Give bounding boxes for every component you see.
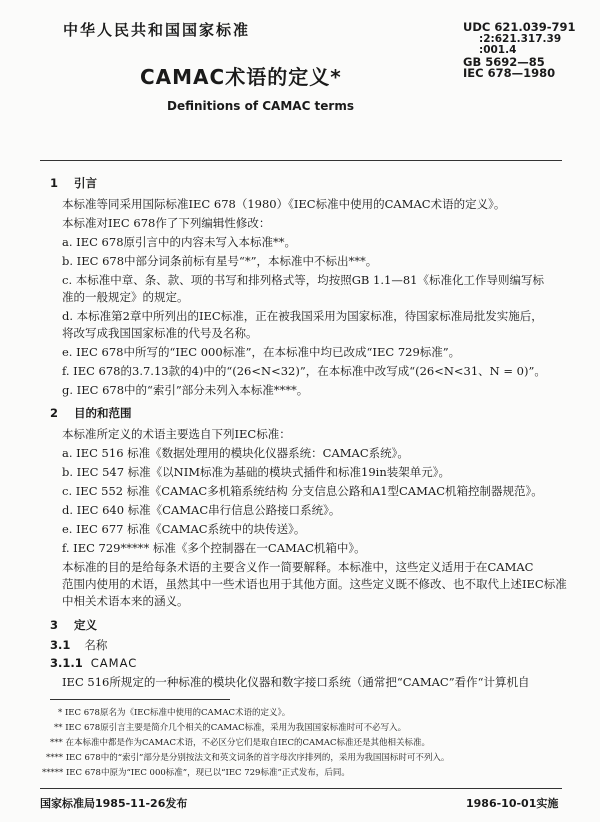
s2-item-d: d. IEC 640 标准《CAMAC串行信息公路接口系统》。 [62, 503, 341, 517]
footnote-3-mark: *** [50, 738, 63, 748]
s2-paragraph-1: 本标准所定义的术语主要选自下列IEC标准： [62, 427, 291, 441]
footnote-2 [54, 721, 406, 733]
s2-item-f: f. IEC 729***** 标准《多个控制器在一CAMAC机箱中》。 [62, 541, 366, 555]
s2-paragraph-3: 范围内使用的术语，虽然其中一些术语也用于其他方面。这些定义既不修改、也不取代上述IEC标准 [62, 577, 567, 591]
s2-paragraph-2: 本标准的目的是给每条术语的主要含义作一简要解释。本标准中，这些定义适用于在CAMAC [62, 560, 534, 574]
udc-code-line2: :2:621.317.39 [479, 32, 562, 45]
footnote-3-text: 在本标准中都是作为CAMAC术语，不必区分它们是取自IEC的CAMAC标准还是其他相关标准。 [65, 738, 430, 748]
section-3-heading [50, 617, 97, 633]
document-title: CAMAC术语的定义* [140, 65, 342, 89]
udc-code-line1: UDC 621.039-791 [463, 20, 576, 34]
section-2-number: 2 [50, 406, 59, 420]
s2-item-a: a. IEC 516 标准《数据处理用的模块化仪器系统：CAMAC系统》。 [62, 446, 409, 460]
s2-item-c: c. IEC 552 标准《CAMAC多机箱系统结构 分支信息公路和A1型CAMAC机箱控制器规范》。 [62, 484, 543, 498]
footnote-1-text: IEC 678原名为《IEC标准中使用的CAMAC术语的定义》。 [64, 708, 291, 718]
s1-item-c-line2: 准的一般规定》的规定。 [62, 290, 189, 304]
section-1-title: 引言 [74, 176, 97, 190]
subsection-3-1-1-title: CAMAC [90, 656, 138, 670]
footer-divider [40, 788, 562, 789]
subsection-3-1-1-number: 3.1.1 [50, 656, 83, 670]
iec-code: IEC 678—1980 [463, 66, 556, 80]
section-1-number: 1 [50, 176, 59, 190]
s1-item-a: a. IEC 678原引言中的内容未写入本标准**。 [62, 235, 297, 249]
issue-date: 国家标准局1985-11-26发布 [40, 797, 188, 810]
footnote-4-mark: **** [46, 753, 63, 763]
section-2-heading [50, 405, 132, 421]
effective-date: 1986-10-01实施 [466, 797, 559, 810]
s1-item-d-line1: d. 本标准第2章中所列出的IEC标准，正在被我国采用为国家标准，待国家标准局批发实施后， [62, 309, 543, 323]
gb-code: GB 5692—85 [463, 54, 545, 69]
s1-item-e: e. IEC 678中所写的“IEC 000标准”，在本标准中均已改成“IEC 729标准”。 [62, 345, 461, 359]
s1-paragraph-2: 本标准对IEC 678作了下列编辑性修改： [62, 216, 271, 230]
s3-paragraph-1: IEC 516所规定的一种标准的模块化仪器和数字接口系统（通常把“CAMAC”看作“计算机自 [62, 675, 530, 689]
s2-item-e: e. IEC 677 标准《CAMAC系统中的块传送》。 [62, 522, 306, 536]
section-3-title: 定义 [74, 618, 97, 632]
s1-item-b: b. IEC 678中部分词条前标有星号“*”，本标准中不标出***。 [62, 254, 378, 268]
footnote-5 [42, 766, 350, 778]
subsection-3-1-number: 3.1 [50, 638, 71, 652]
footnote-1-mark: * [58, 708, 63, 718]
s2-paragraph-4: 中相关术语本来的涵义。 [62, 594, 189, 608]
s1-paragraph-1: 本标准等同采用国际标准IEC 678（1980）《IEC标准中使用的CAMAC术语的定义》。 [62, 197, 506, 211]
footnote-2-text: IEC 678原引言主要是简介几个相关的CAMAC标准，采用为我国国家标准时可不必写入。 [65, 723, 407, 733]
subsection-3-1-title: 名称 [84, 638, 108, 652]
subsection-3-1-heading [50, 637, 107, 653]
footnote-5-text: IEC 678中原为“IEC 000标准”，现已以“IEC 729标准”正式发布，后同。 [65, 768, 350, 778]
s1-item-c-line1: c. 本标准中章、条、款、项的书写和排列格式等，均按照GB 1.1—81《标准化工作导则编写标 [62, 273, 544, 287]
header-divider [40, 160, 562, 161]
classification-codes [463, 22, 575, 80]
footnote-4 [46, 751, 449, 763]
issuing-country-label: 中华人民共和国国家标准 [63, 21, 251, 39]
section-1-heading [50, 175, 97, 191]
document-subtitle: Definitions of CAMAC terms [167, 99, 354, 113]
footnote-5-mark: ***** [42, 768, 64, 778]
s1-item-d-line2: 将改写成我国国家标准的代号及名称。 [62, 326, 258, 340]
section-2-title: 目的和范围 [74, 406, 132, 420]
s2-item-b: b. IEC 547 标准《以NIM标准为基础的模块式插件和标准19in装架单元》。 [62, 465, 451, 479]
s1-item-f: f. IEC 678的3.7.13款的4)中的“(26<N<32)”，在本标准中改写成“(26<N<31、N = 0)”。 [62, 364, 546, 378]
footnote-divider [50, 699, 230, 700]
udc-code-line3: :001.4 [479, 44, 517, 56]
section-3-number: 3 [50, 618, 59, 632]
footnote-3 [50, 736, 430, 748]
footnote-2-mark: ** [54, 723, 63, 733]
s1-item-g: g. IEC 678中的“索引”部分未列入本标准****。 [62, 383, 309, 397]
footnote-4-text: IEC 678中的“索引”部分是分别按法文和英文词条的首字母次序排列的，采用为我国国标时可不列入。 [65, 753, 450, 763]
subsection-3-1-1-heading [50, 656, 137, 670]
footnote-1 [58, 706, 290, 718]
